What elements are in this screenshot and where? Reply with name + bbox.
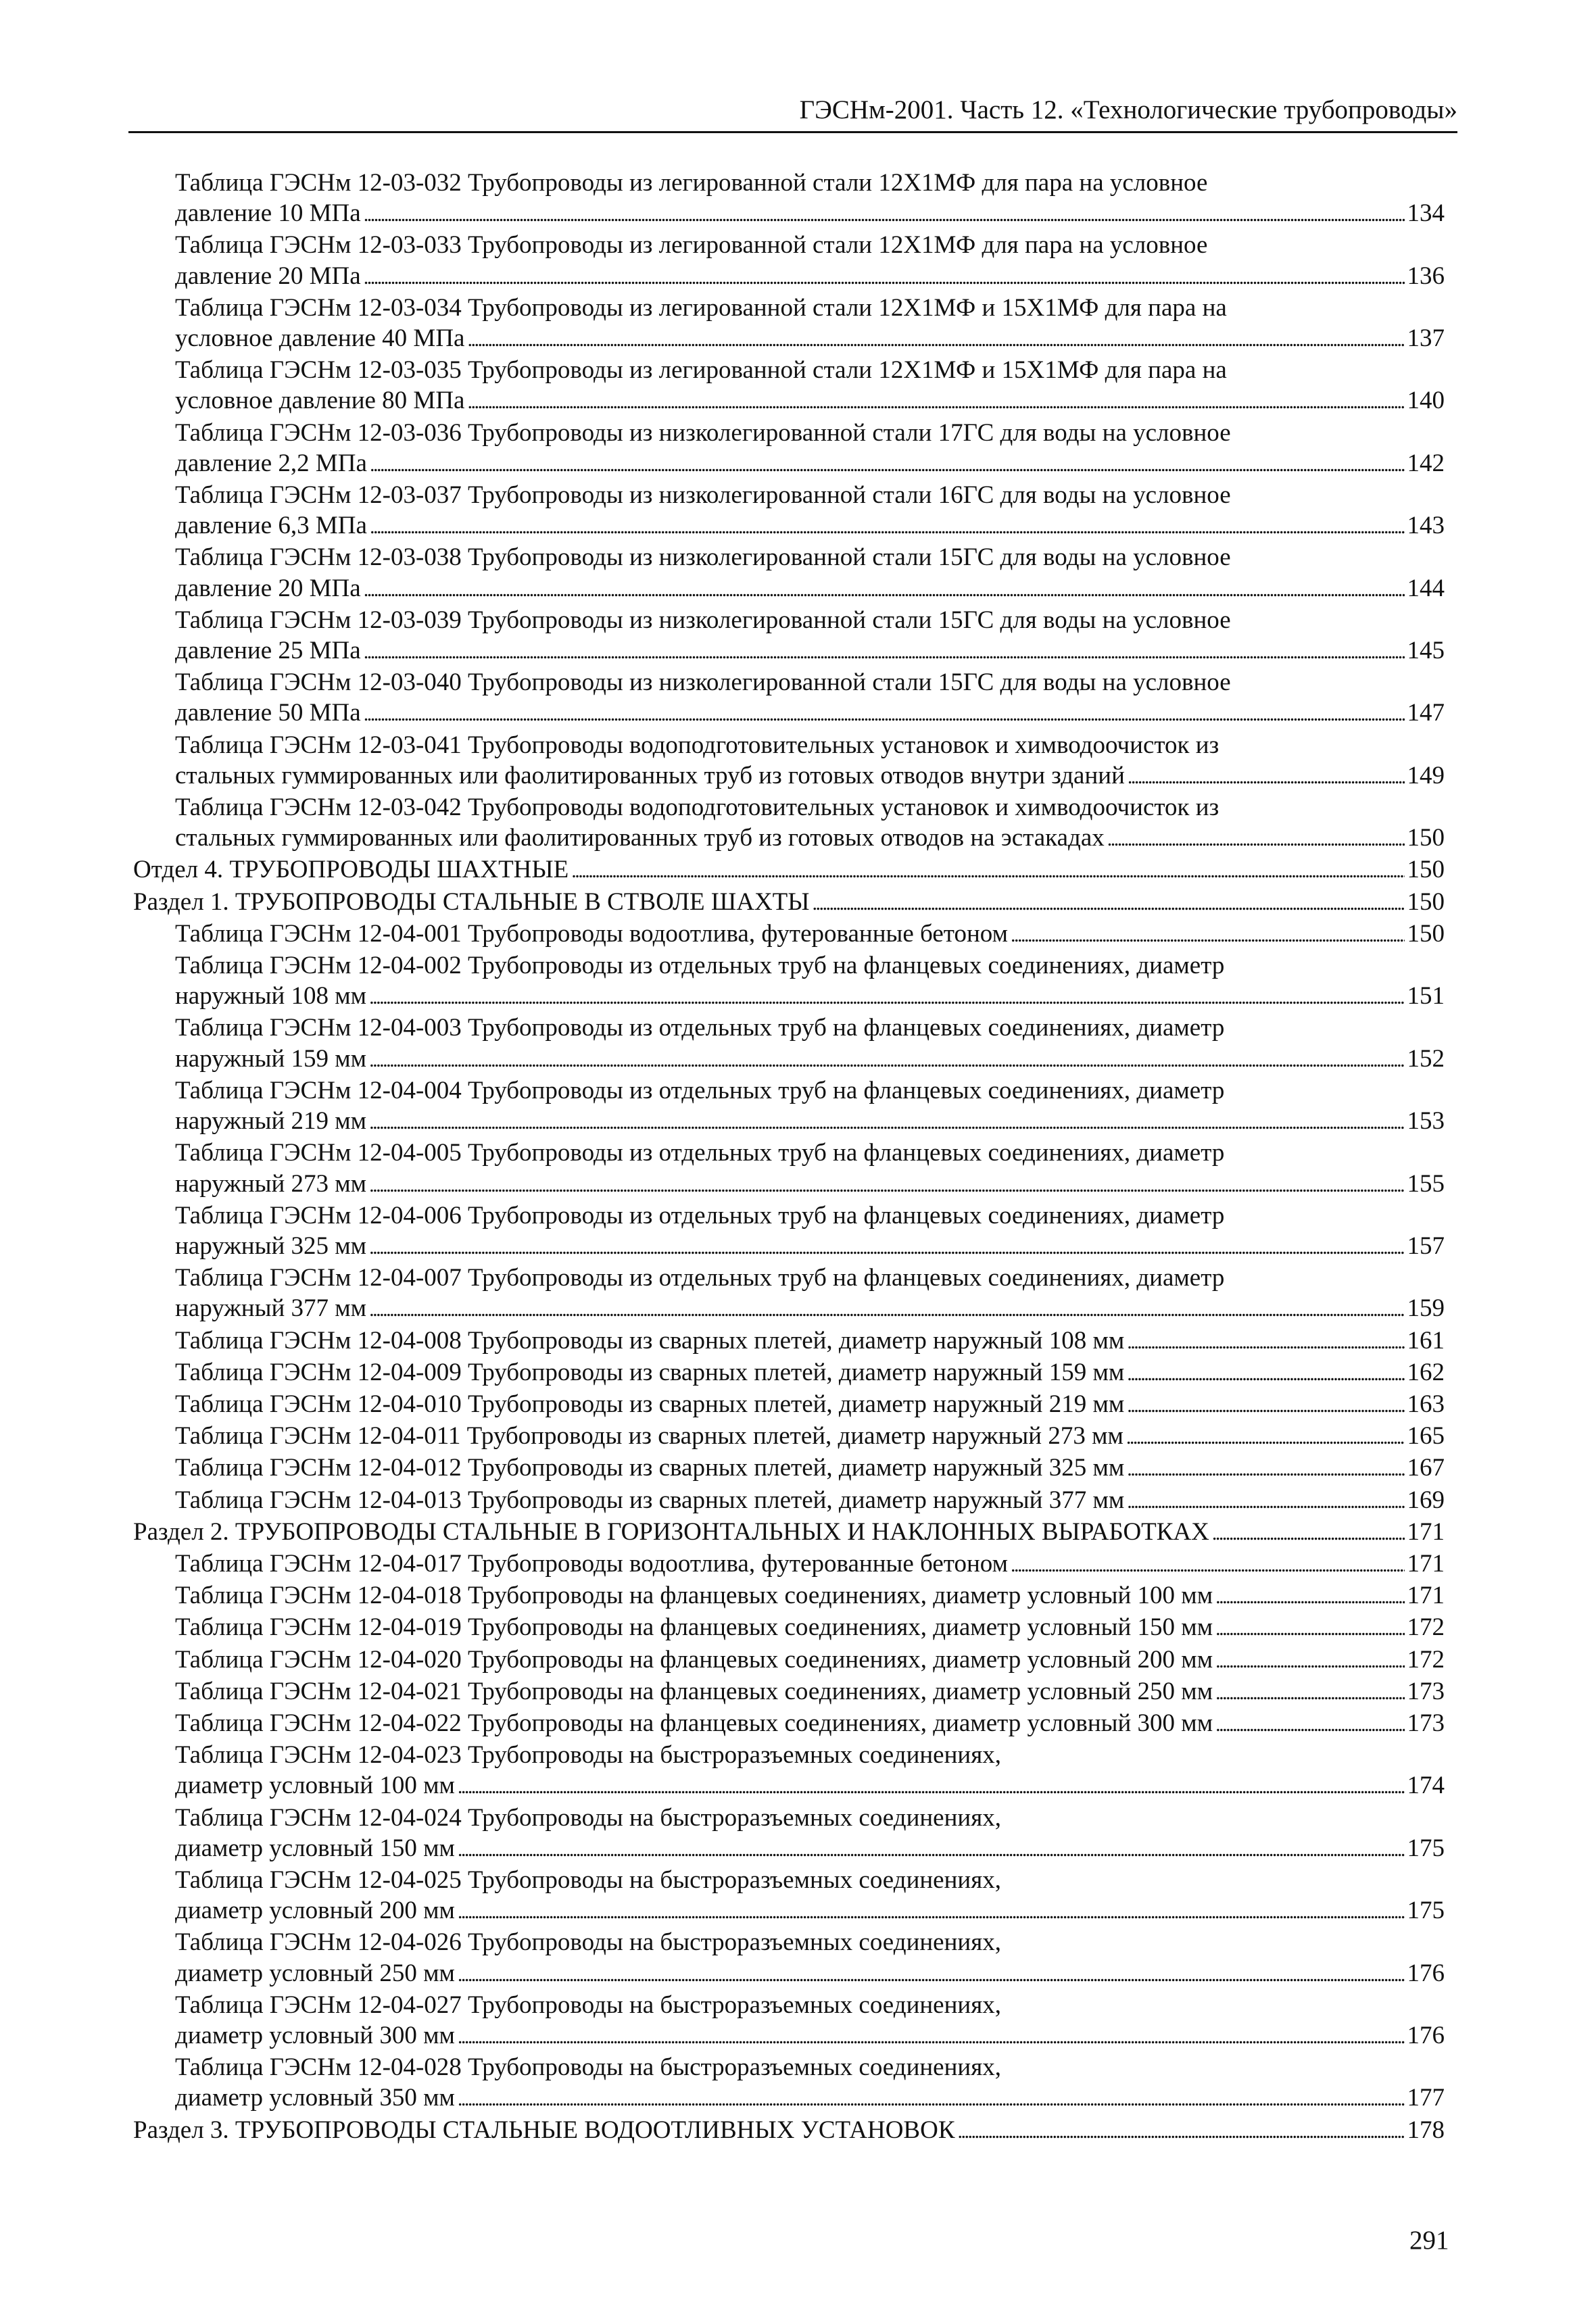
toc-table-entry [133,1325,1445,1357]
toc-entry-text: давление 20 МПа [175,574,361,602]
toc-page-number: 167 [1407,1454,1445,1482]
toc-entry-text: Таблица ГЭСНм 12-04-020 Трубопроводы на фланцевых соединениях, диаметр условный 200 мм [175,1645,1213,1674]
toc-entry-line [175,2020,1445,2052]
toc-entry-line [175,1833,1445,1865]
toc-entry-text: наружный 159 мм [175,1044,367,1073]
dot-leader [369,981,1404,1013]
toc-entry-line [175,1927,1445,1957]
toc-page-number: 155 [1407,1169,1445,1198]
toc-entry-line [175,1990,1445,2020]
toc-table-entry [133,1453,1445,1484]
dot-leader [364,198,1405,230]
dot-leader [458,1833,1405,1865]
toc-entry-text: диаметр условный 200 мм [175,1897,455,1925]
toc-entry-text: Таблица ГЭСНм 12-04-026 Трубопроводы на быстроразъемных соединениях, [175,1928,1001,1957]
toc-entry-line [175,730,1445,760]
dot-leader [369,1231,1404,1263]
toc-table-entry [133,1708,1445,1740]
dot-leader [369,1169,1404,1200]
toc-entry-text: диаметр условный 350 мм [175,2084,455,2112]
toc-page-number: 174 [1407,1772,1445,1800]
toc-entry-text: Таблица ГЭСНм 12-03-037 Трубопроводы из низколегированной стали 16ГС для воды на условное [175,481,1231,510]
toc-table-entry [133,1485,1445,1517]
toc-page-number: 136 [1407,262,1445,290]
toc-table-entry [133,2052,1445,2114]
toc-entry-line [175,1106,1445,1138]
toc-entry-line [175,1200,1445,1231]
toc-table-entry [133,1013,1445,1075]
toc-entry-line [175,950,1445,981]
toc-entry-text: Таблица ГЭСНм 12-03-032 Трубопроводы из легированной стали 12Х1МФ для пара на условное [175,169,1208,197]
toc-table-entry [133,1200,1445,1263]
toc-page-number: 176 [1407,1959,1445,1987]
toc-table-entry [133,667,1445,729]
dot-leader [370,510,1405,542]
toc-entry-line [175,1325,1445,1357]
toc-entry-line [175,1231,1445,1263]
toc-entry-text: Таблица ГЭСНм 12-04-013 Трубопроводы из сварных плетей, диаметр наружный 377 мм [175,1486,1125,1514]
toc-page-number: 176 [1407,2021,1445,2049]
toc-entry-line [175,168,1445,198]
toc-page-number: 171 [1407,1582,1445,1610]
toc-section-entry [133,1517,1445,1549]
toc-entry-text: давление 20 МПа [175,262,361,290]
toc-entry-line [175,760,1445,792]
toc-table-entry [133,542,1445,604]
toc-table-entry [133,1990,1445,2052]
toc-entry-text: Раздел 2. ТРУБОПРОВОДЫ СТАЛЬНЫЕ В ГОРИЗОНТАЛЬНЫХ И НАКЛОННЫХ ВЫРАБОТКАХ [133,1517,1209,1546]
toc-entry-line [175,385,1445,417]
toc-page-number: 169 [1407,1486,1445,1514]
toc-page-number: 150 [1407,919,1445,948]
toc-entry-line [175,323,1445,355]
dot-leader [458,2082,1405,2114]
toc-table-entry [133,480,1445,542]
dot-leader [458,1770,1405,1802]
toc-entry-text: наружный 325 мм [175,1232,367,1260]
toc-entry-text: Таблица ГЭСНм 12-04-025 Трубопроводы на быстроразъемных соединениях, [175,1866,1001,1894]
toc-entry-text: Таблица ГЭСНм 12-04-009 Трубопроводы из сварных плетей, диаметр наружный 159 мм [175,1358,1125,1386]
toc-entry-line [175,1708,1445,1740]
toc-page-number: 172 [1407,1645,1445,1674]
toc-page-number: 173 [1407,1677,1445,1705]
toc-entry-text: диаметр условный 100 мм [175,1772,455,1800]
toc-page-number: 171 [1407,1517,1445,1546]
dot-leader [1011,1549,1405,1580]
toc-table-entry [133,1357,1445,1389]
toc-entry-line [133,1517,1445,1549]
dot-leader [458,1895,1405,1927]
toc-entry-line [175,1865,1445,1895]
toc-page-number: 152 [1407,1044,1445,1073]
dot-leader [1215,1580,1404,1612]
table-of-contents [133,168,1445,2147]
toc-entry-line [175,1549,1445,1580]
toc-page-number: 157 [1407,1232,1445,1260]
toc-entry-line [133,854,1445,886]
dot-leader [1127,1485,1404,1517]
toc-page-number: 140 [1407,387,1445,415]
toc-entry-text: Таблица ГЭСНм 12-03-039 Трубопроводы из низколегированной стали 15ГС для воды на условное [175,606,1231,634]
toc-page-number: 165 [1407,1422,1445,1451]
toc-entry-text: давление 2,2 МПа [175,449,367,477]
toc-entry-line [175,1676,1445,1708]
toc-page-number: 149 [1407,761,1445,789]
toc-page-number: 147 [1407,699,1445,727]
toc-entry-line [175,2082,1445,2114]
toc-entry-text: наружный 219 мм [175,1107,367,1136]
toc-table-entry [133,1138,1445,1200]
toc-table-entry [133,168,1445,230]
toc-page-number: 142 [1407,449,1445,477]
toc-entry-line [175,1138,1445,1168]
toc-entry-text: стальных гуммированных или фаолитированных труб из готовых отводов на эстакадах [175,824,1105,852]
toc-entry-text: Таблица ГЭСНм 12-04-019 Трубопроводы на фланцевых соединениях, диаметр условный 150 мм [175,1613,1213,1642]
toc-entry-line [175,1803,1445,1833]
toc-entry-line [175,573,1445,605]
toc-entry-text: Таблица ГЭСНм 12-03-035 Трубопроводы из легированной стали 12Х1МФ и 15Х1МФ для пара на [175,356,1227,385]
toc-entry-line [175,1357,1445,1389]
toc-table-entry [133,919,1445,950]
toc-entry-text: Таблица ГЭСНм 12-03-038 Трубопроводы из низколегированной стали 15ГС для воды на условное [175,543,1231,572]
toc-entry-text: Таблица ГЭСНм 12-04-004 Трубопроводы из отдельных труб на фланцевых соединениях, диаметр [175,1076,1225,1104]
dot-leader [364,698,1405,729]
toc-table-entry [133,418,1445,480]
toc-table-entry [133,1612,1445,1644]
dot-leader [369,1293,1404,1325]
toc-entry-text: условное давление 80 МПа [175,387,465,415]
toc-entry-text: давление 6,3 МПа [175,512,367,540]
toc-entry-line [175,1453,1445,1484]
toc-entry-line [175,635,1445,667]
toc-page-number: 151 [1407,982,1445,1010]
toc-page-number: 144 [1407,574,1445,602]
toc-entry-line [175,823,1445,854]
toc-entry-line [175,1044,1445,1075]
toc-entry-line [175,2052,1445,2082]
dot-leader [1107,823,1405,854]
toc-entry-line [175,1421,1445,1453]
toc-entry-line [175,1263,1445,1293]
toc-entry-text: Таблица ГЭСНм 12-04-006 Трубопроводы из отдельных труб на фланцевых соединениях, диаметр [175,1201,1225,1229]
toc-entry-line [175,667,1445,698]
toc-entry-line [175,1644,1445,1676]
dot-leader [364,635,1405,667]
toc-entry-line [175,1293,1445,1325]
toc-entry-text: Таблица ГЭСНм 12-04-018 Трубопроводы на фланцевых соединениях, диаметр условный 100 мм [175,1582,1213,1610]
toc-entry-line [175,198,1445,230]
toc-entry-text: диаметр условный 250 мм [175,1959,455,1987]
dot-leader [1127,1357,1404,1389]
toc-entry-text: диаметр условный 150 мм [175,1834,455,1862]
toc-entry-text: Таблица ГЭСНм 12-03-036 Трубопроводы из низколегированной стали 17ГС для воды на условное [175,418,1231,447]
toc-page-number: 150 [1407,824,1445,852]
toc-table-entry [133,1580,1445,1612]
toc-page-number: 145 [1407,637,1445,665]
dot-leader [369,1044,1404,1075]
toc-page-number: 134 [1407,199,1445,228]
dot-leader [1215,1644,1404,1676]
toc-entry-line [175,792,1445,823]
toc-table-entry [133,1927,1445,1989]
toc-page-number: 153 [1407,1107,1445,1136]
toc-entry-text: давление 10 МПа [175,199,361,228]
toc-page-number: 159 [1407,1294,1445,1323]
toc-entry-line [175,1895,1445,1927]
toc-entry-line [175,981,1445,1013]
dot-leader [370,448,1405,480]
toc-page-number: 162 [1407,1358,1445,1386]
dot-leader [1215,1676,1404,1708]
toc-entry-line [175,1958,1445,1990]
toc-entry-text: Таблица ГЭСНм 12-03-040 Трубопроводы из низколегированной стали 15ГС для воды на условное [175,668,1231,697]
running-header [128,93,1457,133]
dot-leader [1127,1325,1404,1357]
toc-entry-line [175,919,1445,950]
toc-entry-text: Таблица ГЭСНм 12-04-027 Трубопроводы на быстроразъемных соединениях, [175,1991,1001,2019]
toc-entry-line [175,605,1445,635]
toc-entry-line [175,1075,1445,1106]
toc-entry-text: Таблица ГЭСНм 12-04-012 Трубопроводы из сварных плетей, диаметр наружный 325 мм [175,1454,1125,1482]
toc-entry-text: Таблица ГЭСНм 12-03-041 Трубопроводы водоподготовительных установок и химводоочисток из [175,731,1219,759]
toc-table-entry [133,950,1445,1013]
toc-entry-text: Отдел 4. ТРУБОПРОВОДЫ ШАХТНЫЕ [133,856,569,884]
toc-entry-text: Раздел 3. ТРУБОПРОВОДЫ СТАЛЬНЫЕ ВОДООТЛИВНЫХ УСТАНОВОК [133,2116,955,2144]
toc-entry-text: Таблица ГЭСНм 12-04-011 Трубопроводы из сварных плетей, диаметр наружный 273 мм [175,1422,1123,1451]
toc-table-entry [133,1865,1445,1927]
toc-entry-text: Таблица ГЭСНм 12-04-028 Трубопроводы на быстроразъемных соединениях, [175,2053,1001,2082]
toc-entry-text: стальных гуммированных или фаолитированных труб из готовых отводов внутри зданий [175,761,1125,789]
toc-entry-line [133,2115,1445,2147]
toc-entry-line [175,261,1445,293]
toc-entry-text: Таблица ГЭСНм 12-04-010 Трубопроводы из сварных плетей, диаметр наружный 219 мм [175,1390,1125,1418]
toc-entry-text: давление 50 МПа [175,699,361,727]
toc-table-entry [133,605,1445,667]
toc-page-number: 143 [1407,512,1445,540]
dot-leader [458,1958,1405,1990]
toc-entry-line [175,1612,1445,1644]
dot-leader [958,2115,1405,2147]
toc-entry-text: Таблица ГЭСНм 12-04-017 Трубопроводы водоотлива, футерованные бетоном [175,1549,1008,1578]
toc-page-number: 172 [1407,1613,1445,1642]
toc-entry-line [175,1389,1445,1421]
dot-leader [369,1106,1404,1138]
dot-leader [571,854,1404,886]
toc-table-entry [133,230,1445,292]
toc-page-number: 173 [1407,1709,1445,1737]
toc-entry-text: Таблица ГЭСНм 12-04-008 Трубопроводы из сварных плетей, диаметр наружный 108 мм [175,1326,1125,1355]
toc-entry-text: Таблица ГЭСНм 12-04-007 Трубопроводы из отдельных труб на фланцевых соединениях, диаметр [175,1264,1225,1292]
toc-entry-line [175,1740,1445,1770]
dot-leader [1215,1612,1404,1644]
toc-entry-text: Таблица ГЭСНм 12-04-022 Трубопроводы на фланцевых соединениях, диаметр условный 300 мм [175,1709,1213,1737]
toc-page-number: 175 [1407,1897,1445,1925]
toc-page-number: 137 [1407,324,1445,353]
toc-table-entry [133,792,1445,854]
toc-entry-text: условное давление 40 МПа [175,324,465,353]
dot-leader [364,261,1405,293]
toc-entry-text: Таблица ГЭСНм 12-04-023 Трубопроводы на быстроразъемных соединениях, [175,1741,1001,1770]
toc-entry-line [175,1013,1445,1043]
toc-entry-line [175,480,1445,510]
page-number: 291 [1409,2226,1449,2255]
toc-entry-text: давление 25 МПа [175,637,361,665]
toc-entry-line [175,1580,1445,1612]
toc-entry-line [175,230,1445,260]
toc-table-entry [133,1644,1445,1676]
dot-leader [1126,1421,1405,1453]
toc-section-entry [133,887,1445,919]
toc-table-entry [133,1389,1445,1421]
toc-entry-text: наружный 108 мм [175,982,367,1010]
toc-entry-text: Раздел 1. ТРУБОПРОВОДЫ СТАЛЬНЫЕ В СТВОЛЕ ШАХТЫ [133,887,810,916]
toc-entry-text: Таблица ГЭСНм 12-04-001 Трубопроводы водоотлива, футерованные бетоном [175,919,1008,948]
toc-entry-text: Таблица ГЭСНм 12-03-034 Трубопроводы из легированной стали 12Х1МФ и 15Х1МФ для пара на [175,293,1227,322]
toc-entry-text: Таблица ГЭСНм 12-04-003 Трубопроводы из отдельных труб на фланцевых соединениях, диаметр [175,1014,1225,1042]
dot-leader [813,887,1405,919]
header-title: ГЭСНм-2001. Часть 12. «Технологические трубопроводы» [799,95,1457,124]
toc-entry-text: наружный 377 мм [175,1294,367,1323]
toc-table-entry [133,1803,1445,1865]
toc-table-entry [133,293,1445,355]
toc-table-entry [133,1421,1445,1453]
toc-table-entry [133,1549,1445,1580]
toc-entry-line [175,448,1445,480]
toc-entry-text: Таблица ГЭСНм 12-04-021 Трубопроводы на фланцевых соединениях, диаметр условный 250 мм [175,1677,1213,1705]
toc-page-number: 175 [1407,1834,1445,1862]
toc-table-entry [133,730,1445,792]
toc-entry-line [175,542,1445,572]
toc-table-entry [133,355,1445,417]
toc-entry-line [175,293,1445,323]
toc-entry-text: Таблица ГЭСНм 12-03-042 Трубопроводы водоподготовительных установок и химводоочисток из [175,794,1219,822]
dot-leader [1011,919,1405,950]
toc-table-entry [133,1676,1445,1708]
toc-entry-line [175,1770,1445,1802]
dot-leader [1128,760,1405,792]
toc-section-entry [133,2115,1445,2147]
toc-entry-line [175,418,1445,448]
dot-leader [1127,1389,1404,1421]
toc-page-number: 177 [1407,2084,1445,2112]
dot-leader [1215,1708,1404,1740]
toc-entry-text: Таблица ГЭСНм 12-04-024 Трубопроводы на быстроразъемных соединениях, [175,1803,1001,1832]
toc-section-entry [133,854,1445,886]
toc-page-number: 161 [1407,1326,1445,1355]
dot-leader [458,2020,1405,2052]
toc-entry-text: Таблица ГЭСНм 12-03-033 Трубопроводы из легированной стали 12Х1МФ для пара на условное [175,231,1208,260]
toc-page-number: 163 [1407,1390,1445,1418]
dot-leader [1127,1453,1404,1484]
dot-leader [467,323,1404,355]
toc-entry-text: Таблица ГЭСНм 12-04-002 Трубопроводы из отдельных труб на фланцевых соединениях, диаметр [175,952,1225,980]
toc-entry-text: Таблица ГЭСНм 12-04-005 Трубопроводы из отдельных труб на фланцевых соединениях, диаметр [175,1139,1225,1167]
toc-page-number: 150 [1407,887,1445,916]
dot-leader [364,573,1405,605]
toc-entry-text: наружный 273 мм [175,1169,367,1198]
toc-page-number: 171 [1407,1549,1445,1578]
toc-entry-line [175,510,1445,542]
toc-entry-line [175,1485,1445,1517]
toc-page-number: 150 [1407,856,1445,884]
toc-entry-line [175,355,1445,385]
dot-leader [1212,1517,1405,1549]
toc-table-entry [133,1740,1445,1802]
toc-table-entry [133,1263,1445,1325]
toc-table-entry [133,1075,1445,1138]
toc-entry-text: диаметр условный 300 мм [175,2021,455,2049]
toc-entry-line [175,1169,1445,1200]
toc-entry-line [133,887,1445,919]
dot-leader [467,385,1404,417]
toc-page-number: 178 [1407,2116,1445,2144]
toc-entry-line [175,698,1445,729]
